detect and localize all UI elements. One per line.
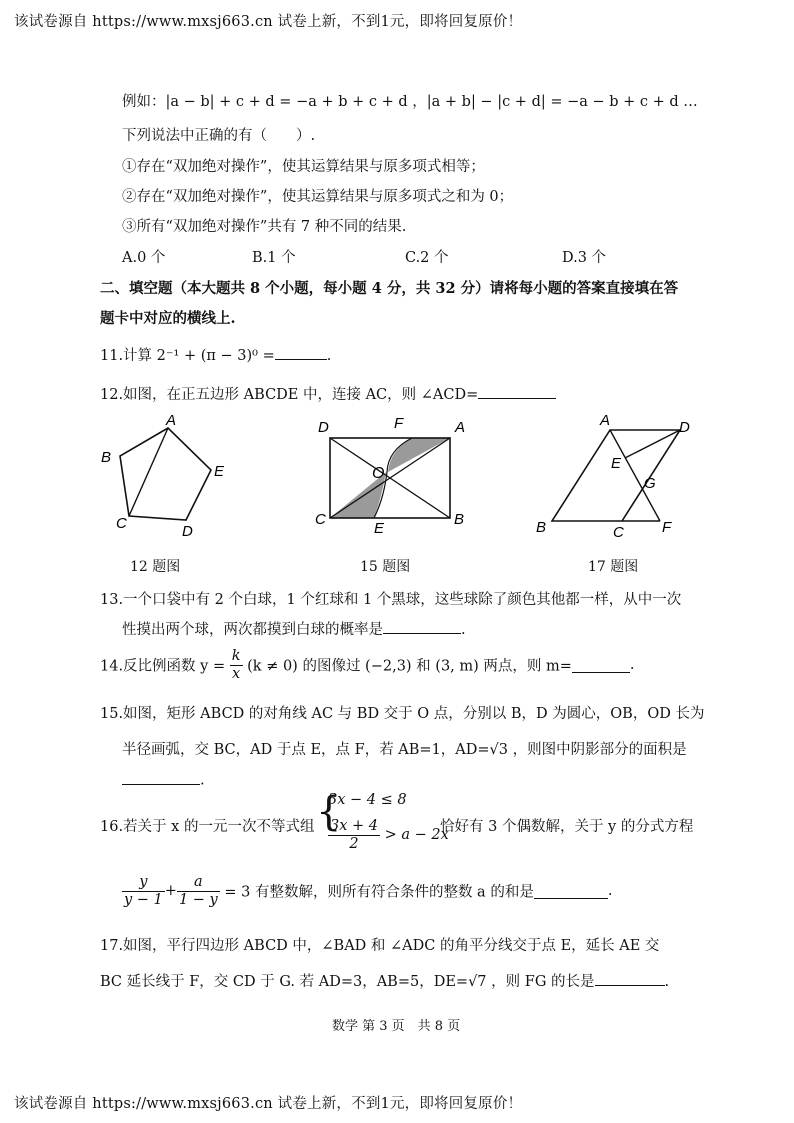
q16-eq-f1-denominator: y − 1 xyxy=(124,891,163,908)
fig15-label-c: C xyxy=(315,511,326,528)
q14-post: (k ≠ 0) 的图像过 (−2,3) 和 (3, m) 两点，则 m= xyxy=(247,658,572,675)
q16-eq-f1-numerator: y xyxy=(122,874,165,892)
q16-ineq2-rest: > a − 2x xyxy=(384,827,449,844)
q11-answer-blank[interactable] xyxy=(275,345,327,361)
q10-option-a: A.0 个 xyxy=(122,250,166,266)
source-banner-top: 该试卷源自 https://www.mxsj663.cn 试卷上新，不到1元，即将回复原价！ xyxy=(14,14,523,30)
source-banner-bottom: 该试卷源自 https://www.mxsj663.cn 试卷上新，不到1元，即将回复原价！ xyxy=(14,1096,523,1112)
fig15-label-o: O xyxy=(372,465,385,482)
q14-answer-blank[interactable] xyxy=(572,657,630,673)
q12 xyxy=(100,383,556,404)
q14: 14.反比例函数 y = $\frac{k}{x}$ (k ≠ 0) 的图像过 (−2,3) 和 (3, m) 两点，则 m= . xyxy=(100,648,635,682)
caption-figure-17: 17 题图 xyxy=(588,559,639,575)
q13-answer-blank[interactable] xyxy=(383,619,461,635)
fig17-label-f: F xyxy=(662,519,672,536)
figure-17-parallelogram xyxy=(532,408,712,548)
fig12-label-d: D xyxy=(182,523,193,540)
q14-pre: 14.反比例函数 y = xyxy=(100,658,226,675)
q15-line1: 15.如图，矩形 ABCD 的对角线 AC 与 BD 交于 O 点，分别以 B，D 为圆心，OB，OD 长为 xyxy=(100,706,705,722)
q10-option-c: C.2 个 xyxy=(405,250,449,266)
q12-text: 12.如图，在正五边形 ABCDE 中，连接 AC，则 ∠ACD= xyxy=(100,387,479,403)
q16-ineq2-denominator: 2 xyxy=(349,835,359,852)
fig15-label-a: A xyxy=(455,419,466,436)
q17-line2: BC 延长线于 F，交 CD 于 G. 若 AD=3，AB=5，DE=√7 ，则 FG 的长是 . xyxy=(100,970,669,991)
q17-line2-text: BC 延长线于 F，交 CD 于 G. 若 AD=3，AB=5，DE=√7 ，则 FG 的长是 xyxy=(100,974,595,990)
q16-eq-f2-denominator: 1 − y xyxy=(178,891,218,908)
q16-eq-f2-numerator: a xyxy=(177,874,220,892)
q16-eq-fraction-1 xyxy=(122,874,165,908)
q17-answer-blank[interactable] xyxy=(595,971,665,987)
q15-line3 xyxy=(122,769,205,789)
fig12-label-b: B xyxy=(101,449,112,466)
fig17-label-c: C xyxy=(613,524,624,541)
fig17-label-d: D xyxy=(679,419,690,436)
q16-post: 恰好有 3 个偶数解，关于 y 的分式方程 xyxy=(440,819,694,835)
fig17-label-a: A xyxy=(600,412,611,429)
q16-ineq2-numerator: 3x + 4 xyxy=(330,818,378,834)
fig15-label-e: E xyxy=(374,520,385,535)
q16-inequality-1: 3x − 4 ≤ 8 xyxy=(328,792,407,808)
q14-fraction xyxy=(230,648,243,682)
figure-12-pentagon xyxy=(96,410,236,540)
q16-ineq2-fraction xyxy=(328,818,380,852)
q11: 11.计算 2⁻¹ + (π − 3)⁰ = . xyxy=(100,344,331,365)
q10-statement-3: ③所有“双加绝对操作”共有 7 种不同的结果. xyxy=(122,219,407,235)
q16-equation: $\frac{y}{y - 1}$ + $\frac{a}{1 - y}$ = 3 有整数解，则所有符合条件的整数 a 的和是 . xyxy=(124,874,613,908)
fig15-label-f: F xyxy=(394,415,404,432)
q11-text: 11.计算 2⁻¹ + (π − 3)⁰ = xyxy=(100,348,275,364)
q10-statement-1: ①存在“双加绝对操作”，使其运算结果与原多项式相等； xyxy=(122,159,485,175)
q10-option-d: D.3 个 xyxy=(562,250,607,266)
fig17-label-b: B xyxy=(536,519,547,536)
q13-line1: 13.一个口袋中有 2 个白球，1 个红球和 1 个黑球，这些球除了颜色其他都一样，从中一次 xyxy=(100,592,682,608)
q14-frac-numerator: k xyxy=(231,648,241,664)
caption-figure-12: 12 题图 xyxy=(130,559,181,575)
q16-eq-rest: = 3 有整数解，则所有符合条件的整数 a 的和是 xyxy=(224,884,534,901)
fig17-label-e: E xyxy=(611,455,622,472)
section2-heading-line1: 二、填空题（本大题共 8 个小题，每小题 4 分，共 32 分）请将每小题的答案直接填在答 xyxy=(100,280,679,297)
q16-answer-blank[interactable] xyxy=(534,883,608,899)
q10-example: 例如：|a − b| + c + d = −a + b + c + d ，|a + b| − |c + d| = −a − b + c + d … xyxy=(122,94,698,110)
fig12-label-e: E xyxy=(214,463,225,480)
q16-pre: 16.若关于 x 的一元一次不等式组 xyxy=(100,819,315,835)
page-footer: 数学 第 3 页 共 8 页 xyxy=(332,1019,461,1034)
q16-inequality-2 xyxy=(328,818,449,852)
caption-figure-15: 15 题图 xyxy=(360,559,411,575)
fig12-label-a: A xyxy=(166,412,177,429)
figure-15-rectangle xyxy=(312,410,482,535)
fig12-label-c: C xyxy=(116,515,127,532)
fig17-label-g: G xyxy=(644,475,656,492)
section2-heading-line2: 题卡中对应的横线上. xyxy=(100,310,236,327)
q15-answer-blank[interactable] xyxy=(122,769,200,785)
q13-line2-text: 性摸出两个球，两次都摸到白球的概率是 xyxy=(122,622,383,638)
q17-line1: 17.如图，平行四边形 ABCD 中，∠BAD 和 ∠ADC 的角平分线交于点 E，延长 AE 交 xyxy=(100,938,660,954)
q13-line2: 性摸出两个球，两次都摸到白球的概率是 . xyxy=(122,618,466,639)
q10-statement-2: ②存在“双加绝对操作”，使其运算结果与原多项式之和为 0； xyxy=(122,189,514,205)
q16-system-brace: { xyxy=(316,789,342,835)
fig15-label-b: B xyxy=(454,511,465,528)
q15-line2: 半径画弧，交 BC，AD 于点 E，点 F，若 AB=1，AD=√3 ，则图中阴影部分的面积是 xyxy=(122,742,687,758)
q10-option-b: B.1 个 xyxy=(252,250,296,266)
fig15-label-d: D xyxy=(318,419,329,436)
q14-frac-denominator: x xyxy=(232,665,241,682)
q16-eq-fraction-2 xyxy=(177,874,220,908)
q15-period: . xyxy=(200,772,205,789)
q10-prompt: 下列说法中正确的有（ ）. xyxy=(122,128,316,144)
q12-answer-blank[interactable] xyxy=(478,384,556,400)
